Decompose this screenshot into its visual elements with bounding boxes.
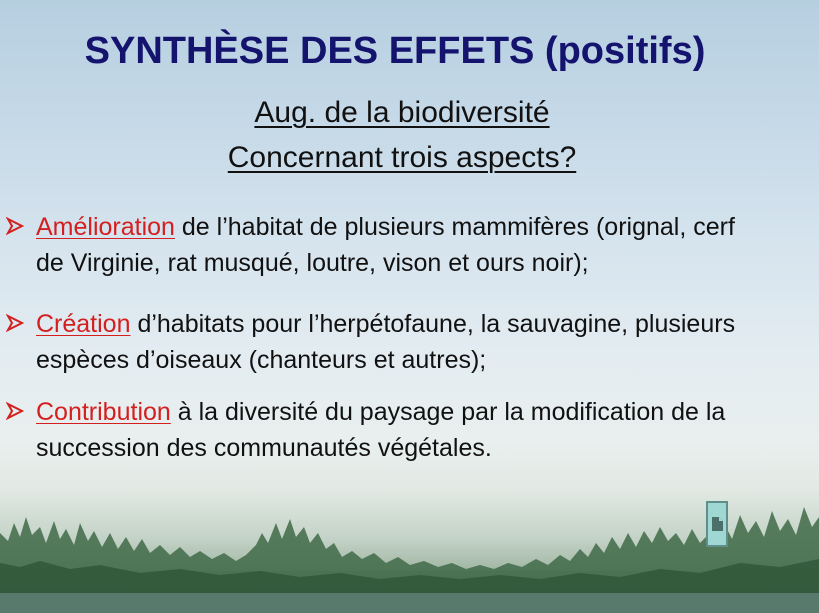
bullet-text: à la diversité du paysage par la modification de la bbox=[170, 398, 726, 426]
slide-subtitle-line2: Concernant trois aspects? bbox=[227, 141, 577, 174]
bullet-keyword[interactable]: Amélioration bbox=[36, 213, 175, 241]
bullet-text: de l’habitat de plusieurs mammifères (orignal, cerf bbox=[174, 213, 735, 241]
document-icon bbox=[712, 517, 723, 531]
bullet-keyword[interactable]: Contribution bbox=[36, 398, 171, 426]
slide-title: SYNTHÈSE DES EFFETS (positifs) bbox=[84, 30, 706, 72]
bullet-line1 bbox=[36, 211, 735, 243]
bullet-line1 bbox=[36, 308, 735, 340]
forest-background bbox=[0, 493, 819, 613]
bullet-line2: succession des communautés végétales. bbox=[36, 434, 492, 462]
bullet-line1 bbox=[36, 396, 725, 428]
bullet-keyword[interactable]: Création bbox=[36, 310, 131, 338]
bullet-line2: espèces d’oiseaux (chanteurs et autres); bbox=[36, 346, 487, 374]
slide-subtitle-line1: Aug. de la biodiversité bbox=[254, 96, 550, 129]
arrow-bullet-icon bbox=[6, 402, 24, 420]
bullet-line2: de Virginie, rat musqué, loutre, vison et ours noir); bbox=[36, 249, 589, 277]
bullet-text: d’habitats pour l’herpétofaune, la sauvagine, plusieurs bbox=[130, 310, 736, 338]
arrow-bullet-icon bbox=[6, 217, 24, 235]
arrow-bullet-icon bbox=[6, 314, 24, 332]
document-nav-button[interactable] bbox=[706, 501, 728, 547]
